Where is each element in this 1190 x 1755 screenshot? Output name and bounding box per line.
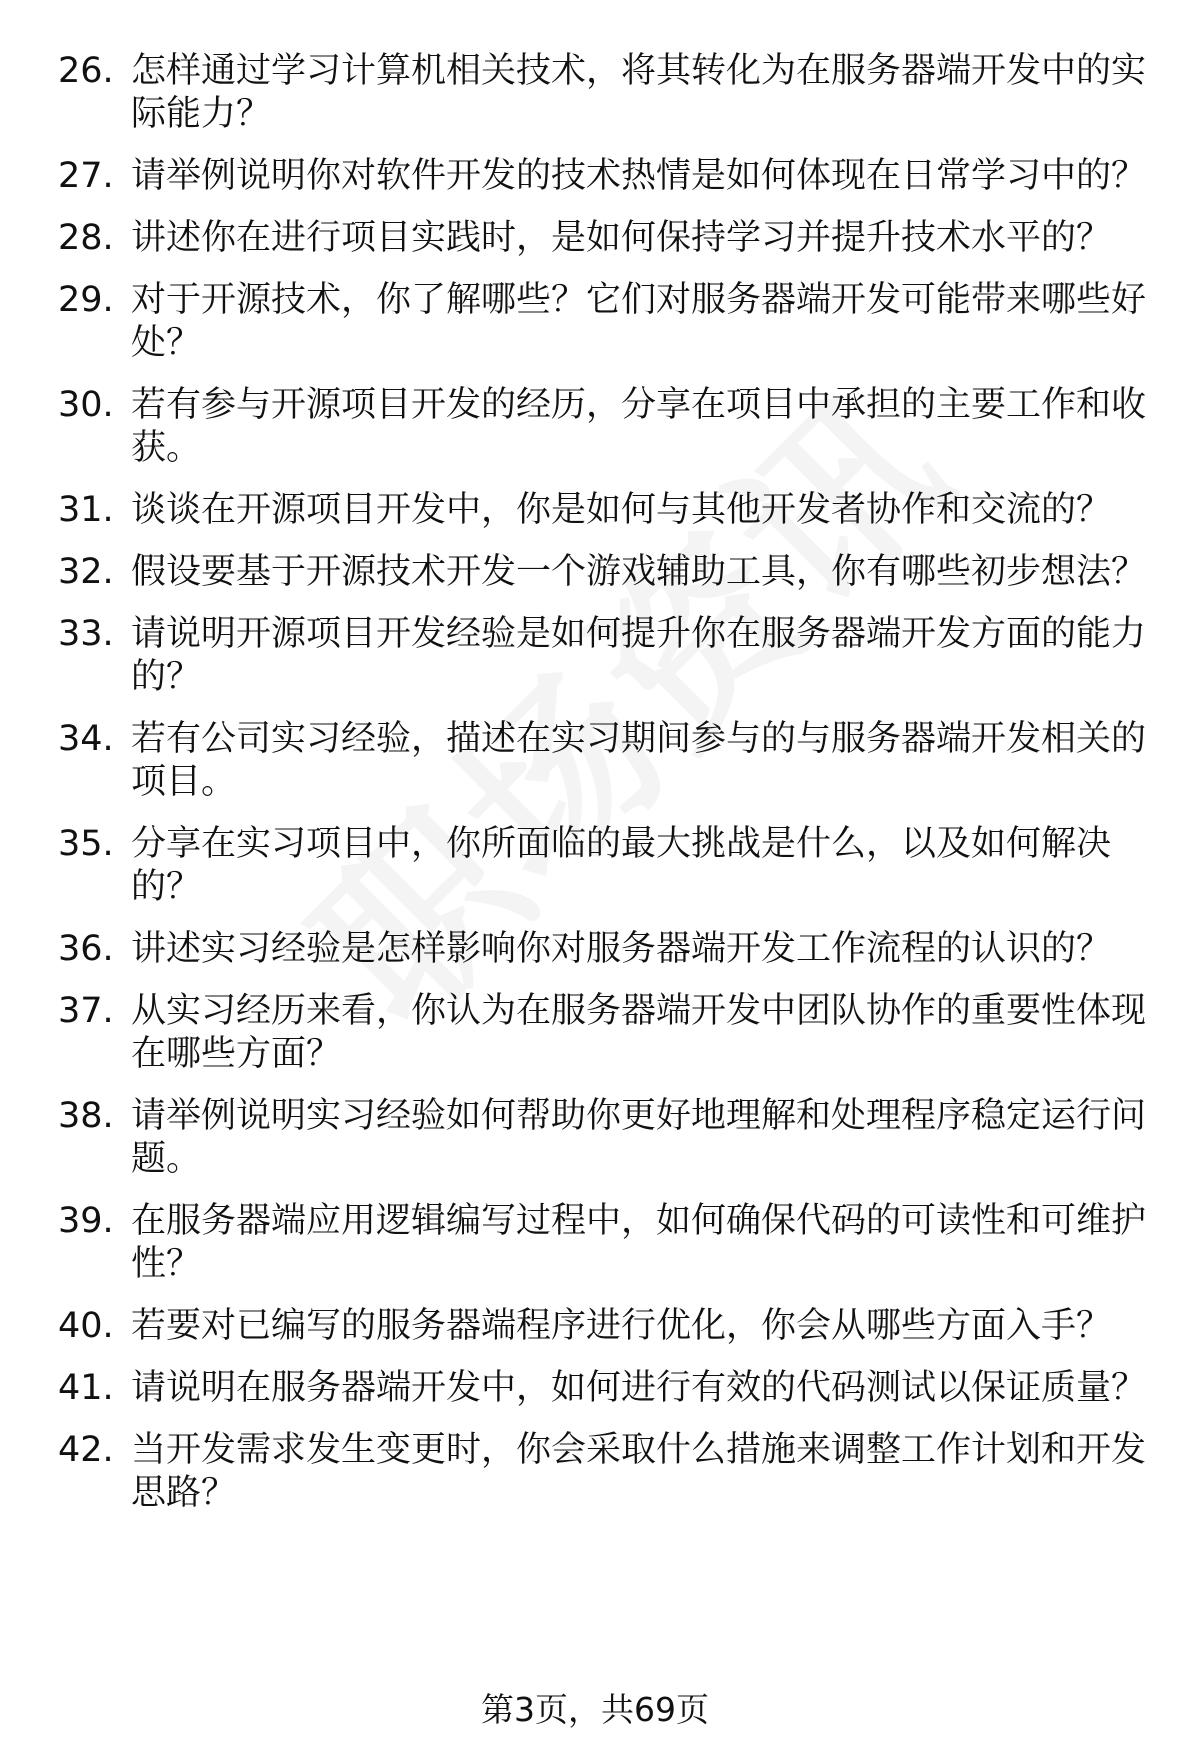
question-item bbox=[0, 551, 1190, 594]
question-number: 40. bbox=[58, 1306, 114, 1346]
question-item bbox=[0, 718, 1190, 804]
question-list bbox=[0, 50, 1190, 1534]
question-text: 请举例说明你对软件开发的技术热情是如何体现在日常学习中的？ bbox=[131, 156, 1147, 196]
question-number: 36. bbox=[58, 929, 114, 969]
question-number: 31. bbox=[58, 490, 114, 530]
question-text: 分享在实习项目中，你所面临的最大挑战是什么，以及如何解决的？ bbox=[131, 824, 1112, 907]
question-text: 若要对已编写的服务器端程序进行优化，你会从哪些方面入手？ bbox=[131, 1306, 1112, 1346]
question-text: 假设要基于开源技术开发一个游戏辅助工具，你有哪些初步想法？ bbox=[131, 552, 1147, 592]
question-number: 28. bbox=[58, 218, 114, 258]
question-text: 若有参与开源项目开发的经历，分享在项目中承担的主要工作和收获。 bbox=[131, 385, 1147, 468]
question-item bbox=[0, 1200, 1190, 1286]
question-text: 当开发需求发生变更时，你会采取什么措施来调整工作计划和开发思路？ bbox=[131, 1430, 1147, 1513]
question-number: 34. bbox=[58, 719, 114, 759]
question-number: 37. bbox=[58, 991, 114, 1031]
page-footer: 第3页，共69页 bbox=[481, 1690, 709, 1729]
question-number: 39. bbox=[58, 1201, 114, 1241]
question-number: 30. bbox=[58, 385, 114, 425]
question-item bbox=[0, 1429, 1190, 1515]
question-text: 讲述你在进行项目实践时，是如何保持学习并提升技术水平的？ bbox=[131, 218, 1112, 258]
question-number: 42. bbox=[58, 1430, 114, 1470]
question-text: 讲述实习经验是怎样影响你对服务器端开发工作流程的认识的？ bbox=[131, 929, 1112, 969]
question-text: 请举例说明实习经验如何帮助你更好地理解和处理程序稳定运行问题。 bbox=[131, 1096, 1147, 1179]
question-number: 33. bbox=[58, 614, 114, 654]
question-item bbox=[0, 990, 1190, 1076]
question-number: 32. bbox=[58, 552, 114, 592]
question-text: 从实习经历来看，你认为在服务器端开发中团队协作的重要性体现在哪些方面？ bbox=[131, 991, 1147, 1074]
question-item bbox=[0, 155, 1190, 198]
question-text: 谈谈在开源项目开发中，你是如何与其他开发者协作和交流的？ bbox=[131, 490, 1112, 530]
question-item bbox=[0, 384, 1190, 470]
question-number: 38. bbox=[58, 1096, 114, 1136]
question-item bbox=[0, 613, 1190, 699]
question-text: 怎样通过学习计算机相关技术，将其转化为在服务器端开发中的实际能力？ bbox=[131, 51, 1147, 134]
question-text: 请说明开源项目开发经验是如何提升你在服务器端开发方面的能力的？ bbox=[131, 614, 1147, 697]
question-item bbox=[0, 1367, 1190, 1410]
question-item bbox=[0, 928, 1190, 971]
question-number: 27. bbox=[58, 156, 114, 196]
question-item bbox=[0, 1095, 1190, 1181]
question-text: 若有公司实习经验，描述在实习期间参与的与服务器端开发相关的项目。 bbox=[131, 719, 1147, 802]
question-item bbox=[0, 50, 1190, 136]
question-number: 35. bbox=[58, 824, 114, 864]
question-number: 29. bbox=[58, 280, 114, 320]
question-item bbox=[0, 489, 1190, 532]
question-text: 在服务器端应用逻辑编写过程中，如何确保代码的可读性和可维护性？ bbox=[131, 1201, 1147, 1284]
question-item bbox=[0, 1305, 1190, 1348]
question-item bbox=[0, 217, 1190, 260]
question-number: 41. bbox=[58, 1368, 114, 1408]
question-item bbox=[0, 279, 1190, 365]
question-number: 26. bbox=[58, 51, 114, 91]
question-item bbox=[0, 823, 1190, 909]
question-text: 对于开源技术，你了解哪些？它们对服务器端开发可能带来哪些好处？ bbox=[131, 280, 1147, 363]
question-text: 请说明在服务器端开发中，如何进行有效的代码测试以保证质量？ bbox=[131, 1368, 1147, 1408]
